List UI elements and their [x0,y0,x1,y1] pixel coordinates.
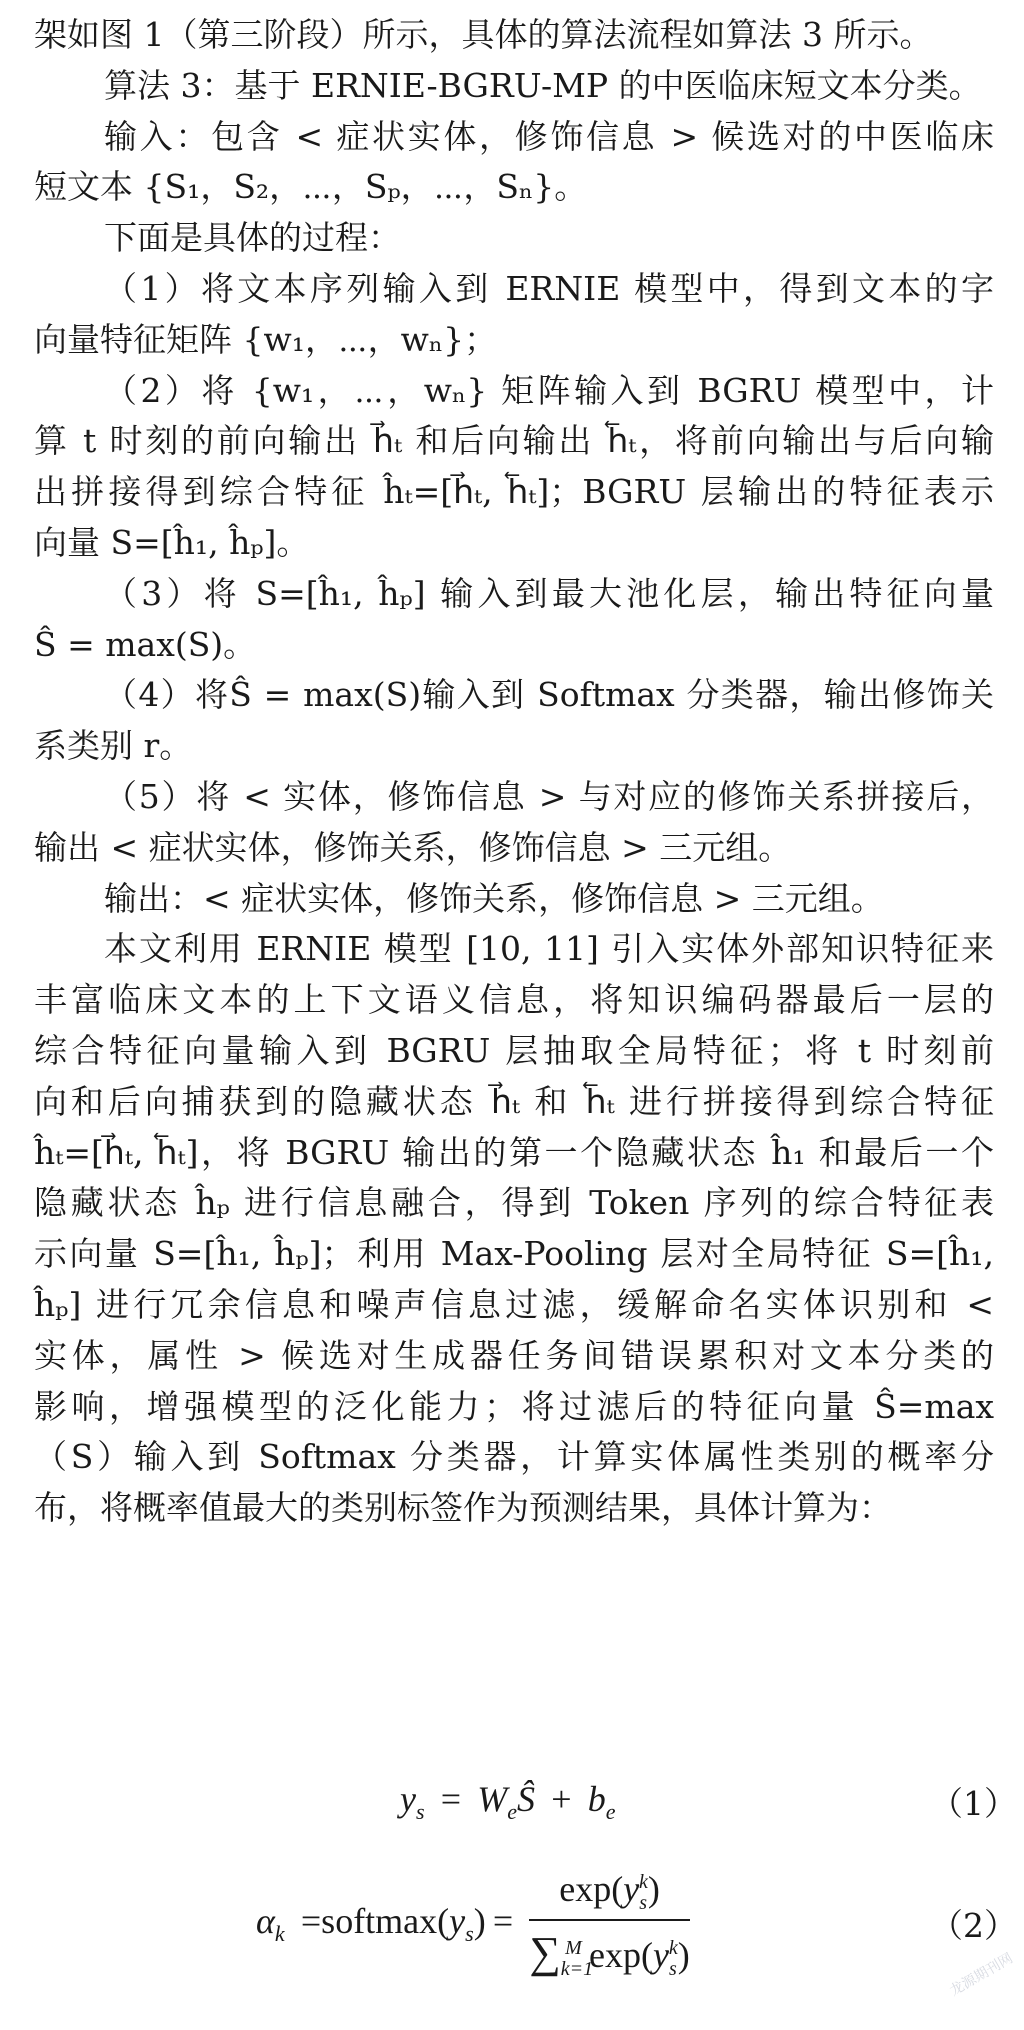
text-line: 向量特征矩阵 {w₁，⋯，wₙ}； [34,319,498,359]
text-line: 算法 3：基于 ERNIE-BGRU-MP 的中医临床短文本分类。 [104,65,982,105]
text-line: 输出 < 症状实体，修饰关系，修饰信息 > 三元组。 [34,827,792,867]
text-line: 系类别 r。 [34,726,193,766]
text-line: ĥₜ=[h⃗ₜ, h⃖ₜ]，将 BGRU 输出的第一个隐藏状态 ĥ₁ 和最后一个 [34,1132,994,1172]
text-line: （S）输入到 Softmax 分类器，计算实体属性类别的概率分 [34,1437,994,1477]
text-line: 算 t 时刻的前向输出 h⃗ₜ 和后向输出 h⃖ₜ，将前向输出与后向输 [34,421,994,461]
text-line: 实体，属性 > 候选对生成器任务间错误累积对文本分类的 [34,1335,994,1375]
text-line: 综合特征向量输入到 BGRU 层抽取全局特征；将 t 时刻前 [34,1031,994,1070]
text-line: 向量 S=[ĥ₁, ĥₚ]。 [34,523,310,562]
text-line: 示向量 S=[ĥ₁, ĥₚ]；利用 Max-Pooling 层对全局特征 S=[ĥ₁, [34,1234,994,1274]
text-line: （1）将文本序列输入到 ERNIE 模型中，得到文本的字 [104,269,994,308]
equation-1: $y_s$ = $W_eŜ + b_e$ [400,1779,616,1825]
text-line: （4）将Ŝ = max(S)输入到 Softmax 分类器，输出修饰关 [104,675,994,715]
text-line: 短文本 {S₁，S₂，⋯，Sₚ，⋯，Sₙ}。 [34,167,588,207]
text-line: 下面是具体的过程： [104,218,401,258]
equation-2-fraction: $\frac{\exp(y_s^k)}{\sum_{k=1}^M \exp(y_s^k)}$ [529,1869,690,1981]
text-line: 影响，增强模型的泛化能力；将过滤后的特征向量 Ŝ=max [34,1386,994,1426]
text-line: 向和后向捕获到的隐藏状态 h⃗ₜ 和 h⃖ₜ 进行拼接得到综合特征 [34,1081,994,1121]
text-line: 本文利用 ERNIE 模型 [10, 11] 引入实体外部知识特征来 [104,929,994,969]
equation-2-number: （2） [930,1906,1017,1945]
text-line: Ŝ = max(S)。 [34,624,257,664]
text-line: 布，将概率值最大的类别标签作为预测结果，具体计算为： [34,1488,892,1528]
equation-1-number: （1） [930,1784,1017,1823]
text-line: 输出：< 症状实体，修饰关系，修饰信息 > 三元组。 [104,878,884,918]
equation-2: $\alpha_k$ $=softmax(y_s)$ = $\frac{\exp(y_s^k)}{\sum_{k=1}^M \exp(y_s^k)}$ [256,1869,690,1981]
text-line: （2）将 {w₁，⋯，wₙ} 矩阵输入到 BGRU 模型中，计 [104,370,994,410]
text-line: 架如图 1（第三阶段）所示，具体的算法流程如算法 3 所示。 [34,15,933,54]
watermark: 龙源期刊网 [947,1950,1016,2000]
text-line: 丰富临床文本的上下文语义信息，将知识编码器最后一层的 [34,980,994,1020]
text-line: （5）将 < 实体，修饰信息 > 与对应的修饰关系拼接后， [104,777,994,816]
text-line: （3）将 S=[ĥ₁, ĥₚ] 输入到最大池化层，输出特征向量 [104,573,994,613]
text-line: 输入：包含 < 症状实体，修饰信息 > 候选对的中医临床 [104,116,994,156]
text-line: 隐藏状态 ĥₚ 进行信息融合，得到 Token 序列的综合特征表 [34,1183,994,1223]
text-line: 出拼接得到综合特征 ĥₜ=[h⃗ₜ, h⃖ₜ]；BGRU 层输出的特征表示 [34,472,994,512]
text-line: ĥₚ] 进行冗余信息和噪声信息过滤，缓解命名实体识别和 < [34,1285,994,1324]
